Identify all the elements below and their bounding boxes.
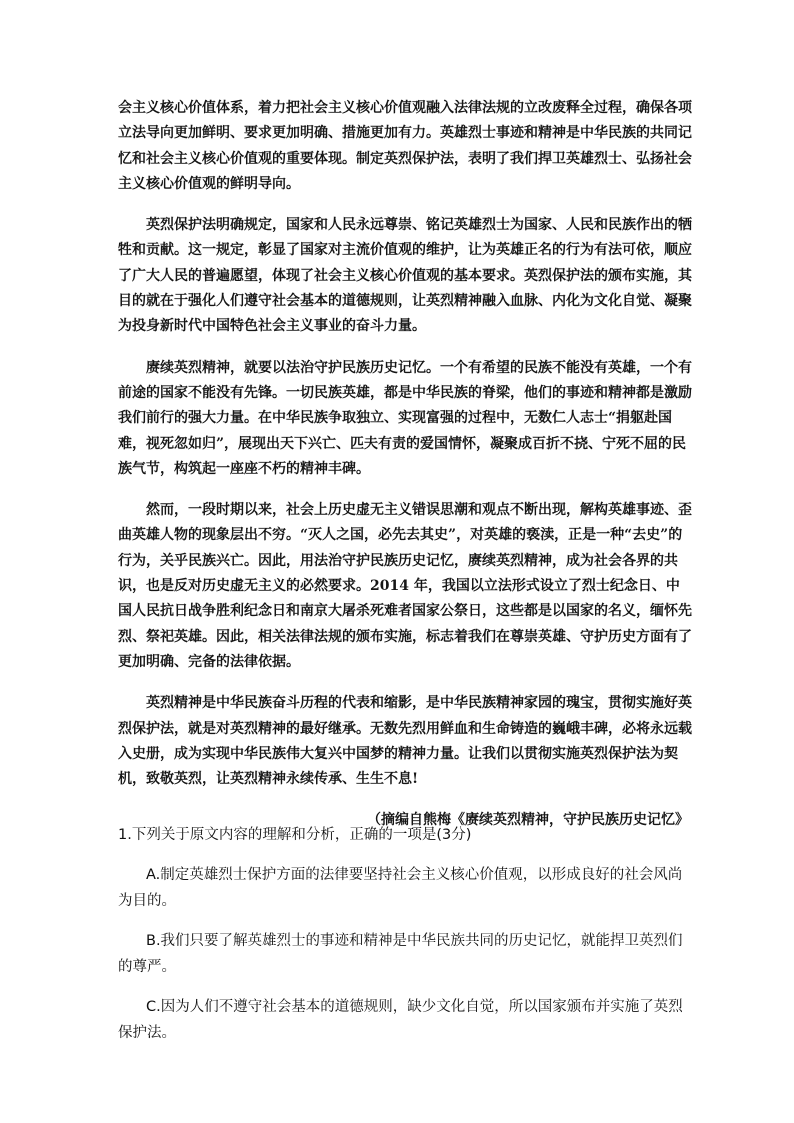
article-body [118, 96, 693, 834]
article-paragraph-5: 英烈精神是中华民族奋斗历程的代表和缩影，是中华民族精神家园的瑰宝，贯彻实施好英烈保护法，就是对英烈精神的最好继承。无数先烈用鲜血和生命铸造的巍峨丰碑，必将永远载入史册，成为实现中华民族伟大复兴中国梦的精神力量。让我们以贯彻实施英烈保护法为契机，致敬英烈，让英烈精神永续传承、生生不息! [118, 695, 692, 788]
question-stem: 1.下列关于原文内容的理解和分析，正确的一项是(3分) [118, 827, 472, 843]
option-c: C.因为人们不遵守社会基本的道德规则，缺少文化自觉，所以国家颁布并实施了英烈保护法。 [118, 999, 683, 1041]
option-a: A.制定英雄烈士保护方面的法律要坚持社会主义核心价值观，以形成良好的社会风尚为目的。 [118, 867, 683, 909]
article-paragraph-1: 会主义核心价值体系，着力把社会主义核心价值观融入法律法规的立改废释全过程，确保各项立法导向更加鲜明、要求更加明确、措施更加有力。英雄烈士事迹和精神是中华民族的共同记忆和社会主义核心价值观的重要体现。制定英烈保护法，表明了我们捍卫英雄烈士、弘扬社会主义核心价值观的鲜明导向。 [118, 100, 692, 192]
article-paragraph-3: 赓续英烈精神，就要以法治守护民族历史记忆。一个有希望的民族不能没有英雄，一个有前途的国家不能没有先锋。一切民族英雄，都是中华民族的脊梁，他们的事迹和精神都是激励我们前行的强大力量。在中华民族争取独立、实现富强的过程中，无数仁人志士“捐躯赴国难，视死忽如归”，展现出天下兴亡、匹夫有责的爱国情怀，凝聚成百折不挠、宁死不屈的民族气节，构筑起一座座不朽的精神丰碑。 [118, 359, 692, 477]
option-b: B.我们只要了解英雄烈士的事迹和精神是中华民族共同的历史记忆，就能捍卫英烈们的尊严。 [118, 933, 683, 975]
article-paragraph-4: 然而，一段时期以来，社会上历史虚无主义错误思潮和观点不断出现，解构英雄事迹、歪曲英雄人物的现象层出不穷。“灭人之国，必先去其史”，对英雄的亵渎，正是一种“去史”的行为，关乎民族兴亡。因此，用法治守护民族历史记忆，赓续英烈精神，成为社会各界的共识，也是反对历史虚无主义的必然要求。2014 年，我国以立法形式设立了烈士纪念日、中国人民抗日战争胜利纪念日和南京大屠杀死难者国家公祭日，这些都是以国家的名义，缅怀先烈、祭祀英雄。因此，相关法律法规的颁布实施，标志着我们在尊崇英雄、守护历史方面有了更加明确、完备的法律依据。 [118, 502, 692, 670]
article-source: （摘编自熊梅《赓续英烈精神，守护民族历史记忆》 [367, 812, 689, 829]
question-block [118, 822, 693, 1060]
article-paragraph-2: 英烈保护法明确规定，国家和人民永远尊崇、铭记英雄烈士为国家、人民和民族作出的牺牲和贡献。这一规定，彰显了国家对主流价值观的维护，让为英雄正名的行为有法可依，顺应了广大人民的普遍愿望，体现了社会主义核心价值观的基本要求。英烈保护法的颁布实施，其目的就在于强化人们遵守社会基本的道德规则，让英烈精神融入血脉、内化为文化自觉、凝聚为投身新时代中国特色社会主义事业的奋斗力量。 [118, 217, 692, 335]
